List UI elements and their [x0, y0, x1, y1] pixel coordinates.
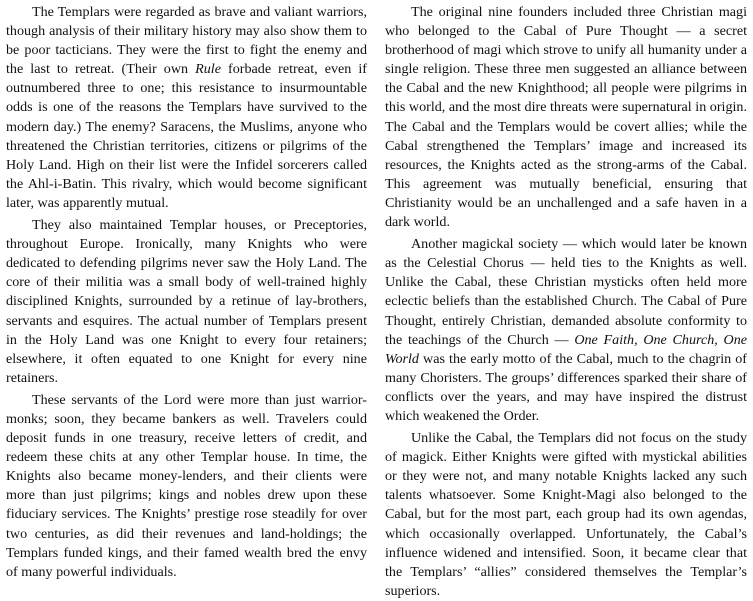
paragraph-text: The Templars were regarded as brave and valiant warriors, though analysis of their military history may also show them to be poor tacticians. They were the first to fight the enemy and the last to retreat. (Their own	[6, 4, 367, 78]
paragraph	[6, 216, 367, 388]
left-column	[6, 3, 367, 580]
rule-title: Rule	[195, 61, 221, 78]
paragraph-text: Another magickal society — which would later be known as the Celestial Chorus — held ties to the Knights as well. Unlike the Cabal, these Christian mysticks often held more eclectic beliefs than the established Church. The Cabal of Pure Thought, entirely Christian, demanded absolute conformity to the teachings of the Church —	[385, 236, 747, 348]
paragraph	[6, 3, 367, 213]
right-column	[385, 3, 748, 599]
paragraph-text: These servants of the Lord were more than just warrior-monks; soon, they became bankers as well. Travelers could deposit funds in one treasury, receive letters of credit, and redeem these chits at any other Templar house. In time, the Knights also became money-lenders, and their clients were more than just pilgrims; kings and nobles drew upon these fiduciary services. The Knights’ prestige rose steadily for over two centuries, as did their revenues and land-holdings; the Templars funded kings, and their famed wealth bred the envy of many powerful individuals.	[6, 391, 367, 580]
paragraph-text: Unlike the Cabal, the Templars did not focus on the study of magick. Either Knights were gifted with mystickal abilities or they were not, and many notable Knights lacked any such talents whatsoever. Some Knight-Magi also belonged to the Cabal, but for the most part, each group had its own agendas, which occasionally overlapped. Unfortunately, the Cabal’s influence widened and intensified. Soon, it became clear that the Templars’ “allies” considered themselves the Templar’s superiors.	[385, 430, 747, 599]
cabal-motto: One Faith, One Church, One World	[385, 331, 748, 367]
paragraph	[6, 391, 367, 582]
paragraph-text: The original nine founders included three Christian magi who belonged to the Cabal of Pure Thought — a secret brotherhood of magi which strove to unify all humanity under a single religion. These three men suggested an alliance between the Cabal and the new Knighthood; all people were pilgrims in this world, and the most dire threats were supernatural in origin. The Cabal and the Templars would be covert allies; while the Cabal strengthened the Templars’ image and increased its resources, the Knights acted as the strong-arms of the Cabal. This agreement was mutually beneficial, ensuring that Christianity would be an unchallenged and a safe haven in a dark world.	[385, 4, 747, 231]
paragraph-text: They also maintained Templar houses, or Preceptories, throughout Europe. Ironically, many Knights who were dedicated to defending pilgrims never saw the Holy Land. The core of their militia was a small body of well-trained highly disciplined Knights, surrounded by a retinue of lay-brothers, servants and esquires. The actual number of Templars present in the Holy Land was one Knight to every four retainers; elsewhere, it often equated to one Knight for every nine retainers.	[6, 217, 367, 386]
paragraph-text: forbade retreat, even if outnumbered three to one; this resistance to insurmountable odds is one of the reasons the Templars have survived to the modern day.) The enemy? Saracens, the Muslims, anyone who threatened the Christian territories, citizens or pilgrims of the Holy Land. High on their list were the Infidel sorcerers called the Ahl-i-Batin. This rivalry, which would become significant later, was apparently mutual.	[6, 61, 367, 211]
paragraph	[385, 3, 747, 232]
paragraph	[385, 429, 747, 601]
paragraph	[385, 235, 747, 426]
paragraph-text: was the early motto of the Cabal, much to the chagrin of many Choristers. The groups’ differences sparked their share of conflicts over the years, and may have inspired the distrust which weakened the Order.	[385, 350, 747, 424]
